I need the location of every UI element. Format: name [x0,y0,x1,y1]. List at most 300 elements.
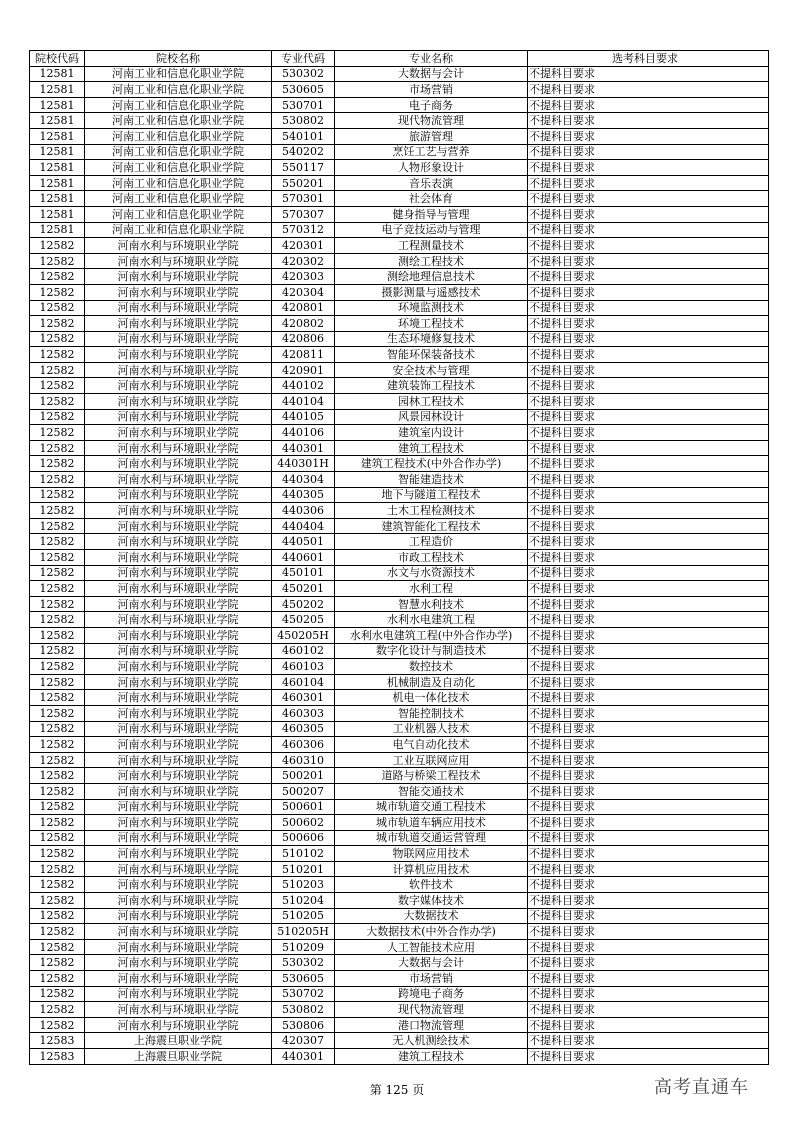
school-code-cell: 12581 [30,144,85,160]
major-code-cell: 530702 [272,986,335,1002]
school-code-cell: 12582 [30,986,85,1002]
subject-requirement-cell: 不提科目要求 [528,768,769,784]
school-code-cell: 12582 [30,518,85,534]
table-row [30,191,769,207]
school-name-cell: 河南水利与环境职业学院 [85,253,272,269]
table-row [30,456,769,472]
major-name-cell: 人物形象设计 [335,160,528,176]
table-row [30,534,769,550]
major-name-cell: 土木工程检测技术 [335,503,528,519]
table-row [30,737,769,753]
school-code-cell: 12582 [30,581,85,597]
school-code-cell: 12582 [30,659,85,675]
subject-requirement-cell: 不提科目要求 [528,783,769,799]
school-code-cell: 12582 [30,316,85,332]
school-code-cell: 12582 [30,643,85,659]
subject-requirement-cell: 不提科目要求 [528,206,769,222]
table-row [30,1033,769,1049]
school-name-cell: 河南水利与环境职业学院 [85,534,272,550]
school-name-cell: 河南水利与环境职业学院 [85,783,272,799]
major-name-cell: 城市轨道交通运营管理 [335,830,528,846]
subject-requirement-cell: 不提科目要求 [528,394,769,410]
page-number: 第 125 页 [369,1083,425,1097]
subject-requirement-cell: 不提科目要求 [528,752,769,768]
major-name-cell: 无人机测绘技术 [335,1033,528,1049]
school-code-cell: 12581 [30,222,85,238]
major-name-cell: 城市轨道车辆应用技术 [335,815,528,831]
major-code-cell: 420302 [272,253,335,269]
school-name-cell: 河南水利与环境职业学院 [85,799,272,815]
school-name-cell: 河南水利与环境职业学院 [85,768,272,784]
school-code-cell: 12581 [30,113,85,129]
subject-requirement-cell: 不提科目要求 [528,986,769,1002]
table-row [30,877,769,893]
major-code-cell: 420806 [272,331,335,347]
table-row [30,768,769,784]
school-code-cell: 12582 [30,596,85,612]
school-name-cell: 河南水利与环境职业学院 [85,284,272,300]
major-code-cell: 440301H [272,456,335,472]
school-code-cell: 12582 [30,752,85,768]
subject-requirement-cell: 不提科目要求 [528,378,769,394]
major-name-cell: 大数据技术 [335,908,528,924]
subject-requirement-cell: 不提科目要求 [528,908,769,924]
major-code-cell: 420801 [272,300,335,316]
major-name-cell: 城市轨道交通工程技术 [335,799,528,815]
school-name-cell: 河南水利与环境职业学院 [85,347,272,363]
major-name-cell: 大数据与会计 [335,955,528,971]
table-row [30,128,769,144]
school-code-cell: 12581 [30,160,85,176]
subject-requirement-cell: 不提科目要求 [528,955,769,971]
subject-requirement-cell: 不提科目要求 [528,1049,769,1065]
table-row [30,939,769,955]
major-name-cell: 环境监测技术 [335,300,528,316]
subject-requirement-cell: 不提科目要求 [528,425,769,441]
school-name-cell: 河南水利与环境职业学院 [85,440,272,456]
major-name-cell: 智能交通技术 [335,783,528,799]
table-row [30,347,769,363]
major-name-cell: 电气自动化技术 [335,737,528,753]
school-code-cell: 12582 [30,815,85,831]
major-code-cell: 460306 [272,737,335,753]
major-name-cell: 安全技术与管理 [335,362,528,378]
school-name-cell: 河南水利与环境职业学院 [85,378,272,394]
table-row [30,331,769,347]
major-name-cell: 市场营销 [335,82,528,98]
school-name-cell: 河南水利与环境职业学院 [85,425,272,441]
major-code-cell: 530605 [272,82,335,98]
school-code-cell: 12582 [30,1002,85,1018]
school-code-cell: 12583 [30,1033,85,1049]
major-code-cell: 460305 [272,721,335,737]
school-name-cell: 河南工业和信息化职业学院 [85,175,272,191]
major-name-cell: 水利工程 [335,581,528,597]
major-name-cell: 园林工程技术 [335,394,528,410]
school-name-cell: 河南水利与环境职业学院 [85,924,272,940]
subject-requirement-cell: 不提科目要求 [528,331,769,347]
major-name-cell: 摄影测量与遥感技术 [335,284,528,300]
school-name-cell: 河南水利与环境职业学院 [85,737,272,753]
subject-requirement-cell: 不提科目要求 [528,518,769,534]
subject-requirement-cell: 不提科目要求 [528,643,769,659]
school-name-cell: 河南水利与环境职业学院 [85,1002,272,1018]
table-row [30,705,769,721]
major-name-cell: 工业机器人技术 [335,721,528,737]
school-code-cell: 12581 [30,191,85,207]
major-name-cell: 烹饪工艺与营养 [335,144,528,160]
table-row [30,518,769,534]
subject-requirement-cell: 不提科目要求 [528,66,769,82]
school-name-cell: 河南工业和信息化职业学院 [85,144,272,160]
school-code-cell: 12582 [30,955,85,971]
table-row [30,113,769,129]
school-code-cell: 12582 [30,861,85,877]
table-row [30,503,769,519]
table-row [30,300,769,316]
major-code-cell: 450205 [272,612,335,628]
major-code-cell: 440106 [272,425,335,441]
table-row [30,971,769,987]
major-name-cell: 人工智能技术应用 [335,939,528,955]
major-code-cell: 420307 [272,1033,335,1049]
major-name-cell: 数字化设计与制造技术 [335,643,528,659]
subject-requirement-cell: 不提科目要求 [528,705,769,721]
table-row [30,82,769,98]
school-name-cell: 河南水利与环境职业学院 [85,721,272,737]
subject-requirement-cell: 不提科目要求 [528,409,769,425]
major-name-cell: 计算机应用技术 [335,861,528,877]
table-row [30,425,769,441]
school-code-cell: 12582 [30,269,85,285]
major-code-cell: 530802 [272,1002,335,1018]
school-name-cell: 河南水利与环境职业学院 [85,955,272,971]
major-code-cell: 510204 [272,893,335,909]
major-code-cell: 460303 [272,705,335,721]
major-code-cell: 420901 [272,362,335,378]
school-name-cell: 河南水利与环境职业学院 [85,487,272,503]
subject-requirement-cell: 不提科目要求 [528,690,769,706]
table-row [30,830,769,846]
school-code-cell: 12582 [30,440,85,456]
table-row [30,378,769,394]
major-code-cell: 530302 [272,66,335,82]
table-row [30,721,769,737]
subject-requirement-cell: 不提科目要求 [528,550,769,566]
table-row [30,222,769,238]
school-code-cell: 12582 [30,378,85,394]
school-name-cell: 河南水利与环境职业学院 [85,472,272,488]
major-name-cell: 现代物流管理 [335,1002,528,1018]
school-name-cell: 河南水利与环境职业学院 [85,565,272,581]
school-code-cell: 12582 [30,253,85,269]
school-name-cell: 河南水利与环境职业学院 [85,362,272,378]
major-code-cell: 550117 [272,160,335,176]
major-name-cell: 建筑室内设计 [335,425,528,441]
major-name-cell: 工程测量技术 [335,238,528,254]
major-name-cell: 数控技术 [335,659,528,675]
subject-requirement-cell: 不提科目要求 [528,830,769,846]
school-name-cell: 河南工业和信息化职业学院 [85,222,272,238]
major-code-cell: 510205 [272,908,335,924]
school-code-cell: 12582 [30,300,85,316]
major-name-cell: 健身指导与管理 [335,206,528,222]
school-name-cell: 河南水利与环境职业学院 [85,659,272,675]
subject-requirement-cell: 不提科目要求 [528,191,769,207]
school-name-cell: 河南水利与环境职业学院 [85,518,272,534]
subject-requirement-cell: 不提科目要求 [528,737,769,753]
school-name-cell: 河南水利与环境职业学院 [85,846,272,862]
subject-requirement-cell: 不提科目要求 [528,456,769,472]
table-row [30,924,769,940]
school-code-cell: 12582 [30,487,85,503]
school-code-cell: 12582 [30,721,85,737]
school-code-cell: 12582 [30,394,85,410]
school-name-cell: 河南水利与环境职业学院 [85,939,272,955]
subject-requirement-cell: 不提科目要求 [528,659,769,675]
subject-requirement-cell: 不提科目要求 [528,238,769,254]
school-name-cell: 河南水利与环境职业学院 [85,705,272,721]
major-name-cell: 风景园林设计 [335,409,528,425]
header-major-name: 专业名称 [335,51,528,67]
table-row [30,550,769,566]
major-name-cell: 现代物流管理 [335,113,528,129]
school-name-cell: 河南水利与环境职业学院 [85,409,272,425]
school-name-cell: 河南水利与环境职业学院 [85,674,272,690]
table-row [30,1002,769,1018]
subject-requirement-cell: 不提科目要求 [528,1017,769,1033]
major-code-cell: 440301 [272,1049,335,1065]
table-row [30,472,769,488]
school-code-cell: 12582 [30,705,85,721]
header-school-code: 院校代码 [30,51,85,67]
major-code-cell: 510203 [272,877,335,893]
table-row [30,799,769,815]
table-body [30,66,769,1064]
major-name-cell: 跨境电子商务 [335,986,528,1002]
subject-requirement-cell: 不提科目要求 [528,472,769,488]
school-code-cell: 12582 [30,924,85,940]
subject-requirement-cell: 不提科目要求 [528,503,769,519]
major-name-cell: 智能控制技术 [335,705,528,721]
subject-requirement-cell: 不提科目要求 [528,222,769,238]
school-name-cell: 河南水利与环境职业学院 [85,877,272,893]
school-name-cell: 河南水利与环境职业学院 [85,238,272,254]
school-code-cell: 12582 [30,362,85,378]
school-name-cell: 河南工业和信息化职业学院 [85,82,272,98]
school-code-cell: 12582 [30,238,85,254]
major-code-cell: 530802 [272,113,335,129]
major-name-cell: 建筑工程技术 [335,1049,528,1065]
table-row [30,846,769,862]
school-code-cell: 12582 [30,846,85,862]
major-code-cell: 570301 [272,191,335,207]
major-name-cell: 机械制造及自动化 [335,674,528,690]
school-code-cell: 12581 [30,82,85,98]
table-row [30,908,769,924]
school-name-cell: 河南水利与环境职业学院 [85,971,272,987]
school-code-cell: 12582 [30,565,85,581]
major-name-cell: 工程造价 [335,534,528,550]
table-row [30,627,769,643]
table-row [30,986,769,1002]
major-name-cell: 水利水电建筑工程 [335,612,528,628]
major-name-cell: 生态环境修复技术 [335,331,528,347]
school-name-cell: 河南水利与环境职业学院 [85,690,272,706]
major-code-cell: 440404 [272,518,335,534]
school-name-cell: 河南水利与环境职业学院 [85,394,272,410]
subject-requirement-cell: 不提科目要求 [528,971,769,987]
major-code-cell: 440305 [272,487,335,503]
major-code-cell: 420802 [272,316,335,332]
major-code-cell: 420301 [272,238,335,254]
subject-requirement-cell: 不提科目要求 [528,269,769,285]
school-code-cell: 12582 [30,425,85,441]
major-name-cell: 市政工程技术 [335,550,528,566]
subject-requirement-cell: 不提科目要求 [528,893,769,909]
table-row [30,175,769,191]
table-row [30,409,769,425]
school-name-cell: 河南工业和信息化职业学院 [85,113,272,129]
major-name-cell: 地下与隧道工程技术 [335,487,528,503]
major-name-cell: 测绘地理信息技术 [335,269,528,285]
major-name-cell: 水文与水资源技术 [335,565,528,581]
subject-requirement-cell: 不提科目要求 [528,144,769,160]
school-name-cell: 上海震旦职业学院 [85,1033,272,1049]
school-name-cell: 河南水利与环境职业学院 [85,300,272,316]
major-code-cell: 460301 [272,690,335,706]
major-code-cell: 460310 [272,752,335,768]
major-name-cell: 建筑工程技术 [335,440,528,456]
major-code-cell: 440306 [272,503,335,519]
table-row [30,955,769,971]
major-code-cell: 500201 [272,768,335,784]
major-code-cell: 460103 [272,659,335,675]
table-row [30,690,769,706]
table-row [30,581,769,597]
school-code-cell: 12581 [30,206,85,222]
school-name-cell: 河南水利与环境职业学院 [85,830,272,846]
subject-requirement-cell: 不提科目要求 [528,612,769,628]
school-code-cell: 12582 [30,331,85,347]
major-name-cell: 大数据技术(中外合作办学) [335,924,528,940]
school-code-cell: 12582 [30,347,85,363]
major-code-cell: 440104 [272,394,335,410]
major-name-cell: 数字媒体技术 [335,893,528,909]
subject-requirement-cell: 不提科目要求 [528,316,769,332]
school-code-cell: 12582 [30,908,85,924]
table-row [30,783,769,799]
major-name-cell: 社会体育 [335,191,528,207]
major-code-cell: 510201 [272,861,335,877]
subject-requirement-cell: 不提科目要求 [528,128,769,144]
major-code-cell: 460104 [272,674,335,690]
major-name-cell: 旅游管理 [335,128,528,144]
major-name-cell: 电子商务 [335,97,528,113]
school-name-cell: 河南工业和信息化职业学院 [85,97,272,113]
major-code-cell: 500601 [272,799,335,815]
major-code-cell: 510205H [272,924,335,940]
major-code-cell: 570312 [272,222,335,238]
major-name-cell: 智能环保装备技术 [335,347,528,363]
major-code-cell: 420304 [272,284,335,300]
school-name-cell: 河南水利与环境职业学院 [85,581,272,597]
table-header-row [30,51,769,67]
major-code-cell: 450202 [272,596,335,612]
major-name-cell: 环境工程技术 [335,316,528,332]
table-row [30,1049,769,1065]
school-code-cell: 12582 [30,284,85,300]
school-code-cell: 12582 [30,472,85,488]
school-code-cell: 12582 [30,783,85,799]
subject-requirement-cell: 不提科目要求 [528,596,769,612]
school-code-cell: 12581 [30,66,85,82]
table-row [30,565,769,581]
major-code-cell: 550201 [272,175,335,191]
subject-requirement-cell: 不提科目要求 [528,300,769,316]
major-code-cell: 530605 [272,971,335,987]
major-code-cell: 540202 [272,144,335,160]
school-name-cell: 河南工业和信息化职业学院 [85,206,272,222]
school-code-cell: 12582 [30,799,85,815]
school-code-cell: 12581 [30,97,85,113]
subject-requirement-cell: 不提科目要求 [528,1002,769,1018]
school-name-cell: 河南水利与环境职业学院 [85,316,272,332]
school-name-cell: 河南水利与环境职业学院 [85,893,272,909]
school-code-cell: 12582 [30,1017,85,1033]
major-code-cell: 510102 [272,846,335,862]
school-code-cell: 12582 [30,971,85,987]
major-code-cell: 420303 [272,269,335,285]
table-row [30,97,769,113]
subject-requirement-cell: 不提科目要求 [528,534,769,550]
subject-requirement-cell: 不提科目要求 [528,861,769,877]
school-name-cell: 河南水利与环境职业学院 [85,550,272,566]
table-row [30,659,769,675]
table-row [30,893,769,909]
major-code-cell: 440304 [272,472,335,488]
major-name-cell: 音乐表演 [335,175,528,191]
school-code-cell: 12582 [30,503,85,519]
table-row [30,394,769,410]
major-name-cell: 道路与桥梁工程技术 [335,768,528,784]
major-code-cell: 500207 [272,783,335,799]
major-code-cell: 440105 [272,409,335,425]
subject-requirement-cell: 不提科目要求 [528,113,769,129]
school-code-cell: 12583 [30,1049,85,1065]
major-code-cell: 420811 [272,347,335,363]
major-name-cell: 大数据与会计 [335,66,528,82]
school-name-cell: 河南水利与环境职业学院 [85,986,272,1002]
major-code-cell: 460102 [272,643,335,659]
major-code-cell: 450201 [272,581,335,597]
subject-requirement-cell: 不提科目要求 [528,1033,769,1049]
school-code-cell: 12582 [30,768,85,784]
subject-requirement-cell: 不提科目要求 [528,721,769,737]
major-code-cell: 450205H [272,627,335,643]
major-code-cell: 530302 [272,955,335,971]
school-code-cell: 12582 [30,550,85,566]
major-name-cell: 物联网应用技术 [335,846,528,862]
subject-requirement-cell: 不提科目要求 [528,97,769,113]
major-code-cell: 440601 [272,550,335,566]
major-code-cell: 540101 [272,128,335,144]
subject-requirement-cell: 不提科目要求 [528,487,769,503]
major-name-cell: 电子竞技运动与管理 [335,222,528,238]
school-code-cell: 12582 [30,737,85,753]
major-code-cell: 440501 [272,534,335,550]
subject-requirement-cell: 不提科目要求 [528,175,769,191]
